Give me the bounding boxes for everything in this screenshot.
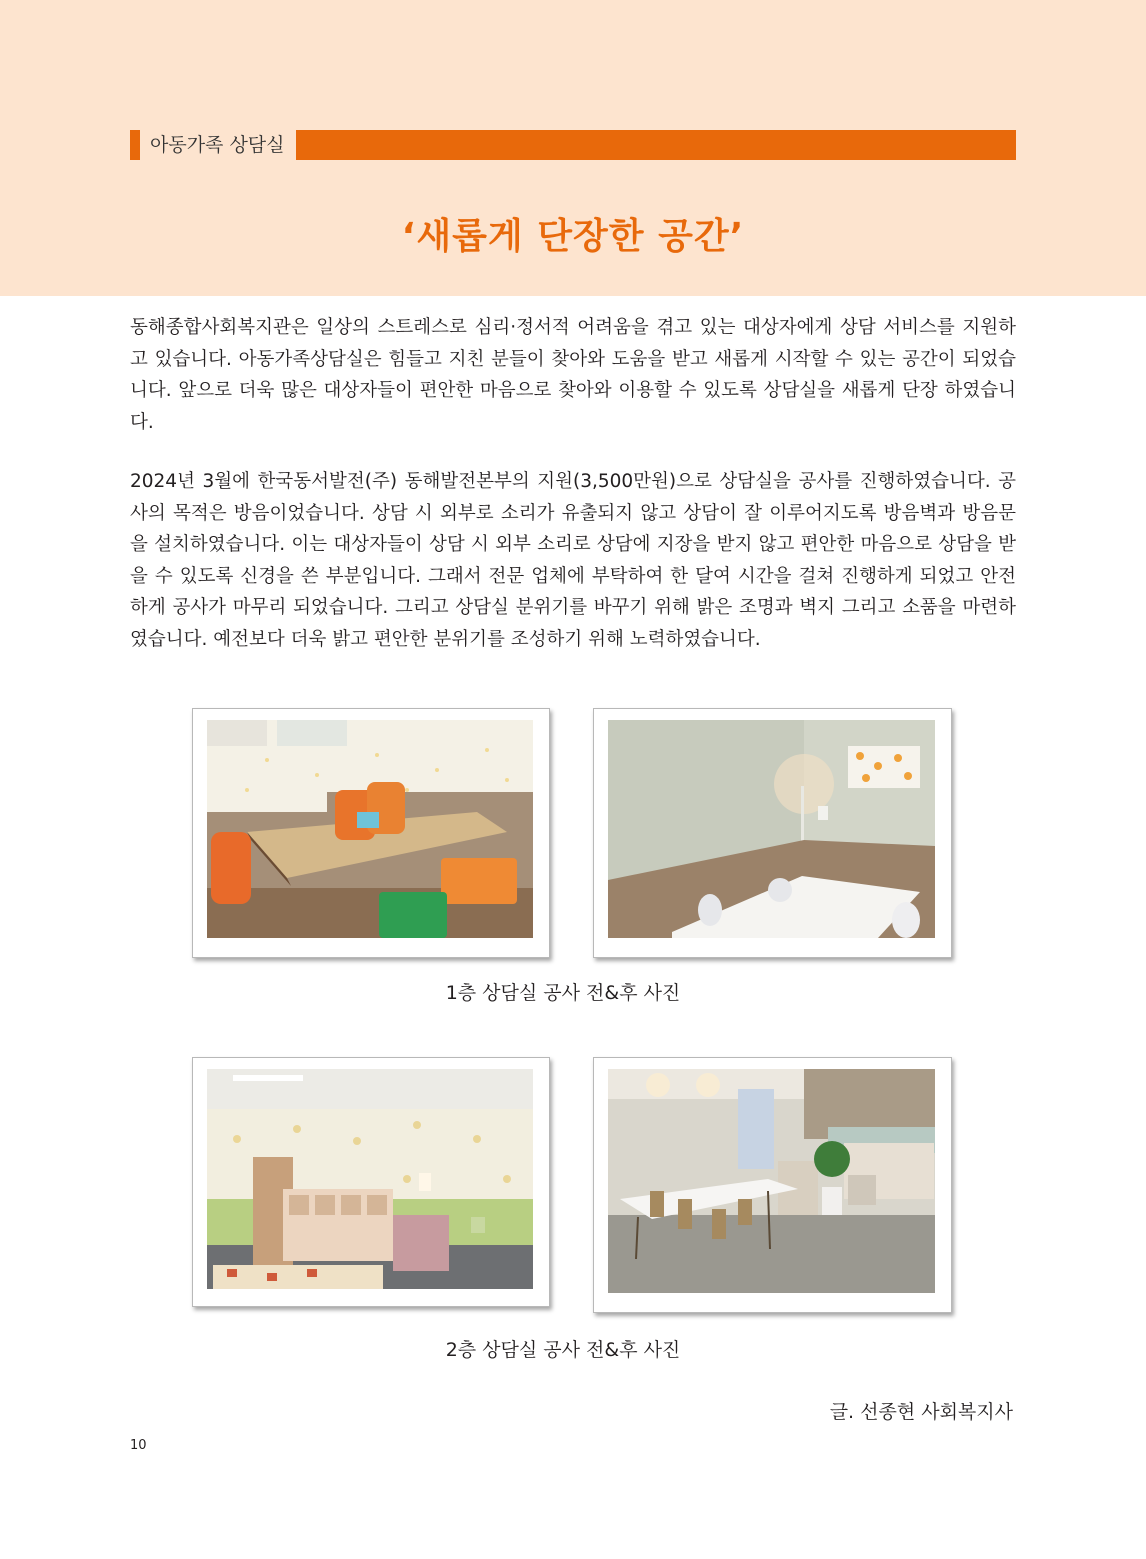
construction-paragraph: 2024년 3월에 한국동서발전(주) 동해발전본부의 지원(3,500만원)으로 상담실을 공사를 진행하였습니다. 공사의 목적은 방음이었습니다. 상담 시 외부로 소리가 유출되지 않고 상담이 잘 이루어지도록 방음벽과 방음문을 설치하였습니다. 이는 대상자들이 상담 시 외부 소리로 상담에 지장을 받지 않고 편안한 마음으로 상담을 받을 수 있도록 신경을 쓴 부분입니다. 그래서 전문 업체에 부탁하여 한 달여 시간을 걸쳐 진행하게 되었고 안전하게 공사가 마무리 되었습니다. 그리고 상담실 분위기를 바꾸기 위해 밝은 조명과 벽지 그리고 소품을 마련하였습니다. 예전보다 더욱 밝고 편안한 분위기를 조성하기 위해 노력하였습니다. bbox=[130, 471, 1016, 650]
section-tag-marker bbox=[130, 130, 140, 160]
photo-1f-before bbox=[192, 708, 550, 958]
photo-2f-before bbox=[192, 1057, 550, 1307]
intro-paragraph: 동해종합사회복지관은 일상의 스트레스로 심리·정서적 어려움을 겪고 있는 대상자에게 상담 서비스를 지원하고 있습니다. 아동가족상담실은 힘들고 지친 분들이 찾아와 도움을 받고 새롭게 시작할 수 있는 공간이 되었습니다. 앞으로 더욱 많은 대상자들이 편안한 마음으로 찾아와 이용할 수 있도록 상담실을 새롭게 단장 하였습니다. bbox=[130, 317, 1016, 433]
caption-1f: 1층 상담실 공사 전&후 사진 bbox=[445, 982, 681, 1004]
photo-1f-after-image bbox=[608, 720, 935, 938]
author-credit: 글. 선종현 사회복지사 bbox=[829, 1401, 1013, 1423]
section-rule bbox=[296, 130, 1016, 160]
caption-2f: 2층 상담실 공사 전&후 사진 bbox=[445, 1339, 681, 1361]
photo-2f-after-image bbox=[608, 1069, 935, 1293]
photo-2f-after bbox=[593, 1057, 952, 1313]
page-number: 10 bbox=[130, 1438, 147, 1453]
section-tag bbox=[130, 130, 1016, 160]
page-title: ‘새롭게 단장한 공간’ bbox=[401, 216, 745, 257]
section-label: 아동가족 상담실 bbox=[150, 134, 285, 156]
photo-2f-before-image bbox=[207, 1069, 533, 1289]
photo-1f-before-image bbox=[207, 720, 533, 938]
photo-1f-after bbox=[593, 708, 952, 958]
